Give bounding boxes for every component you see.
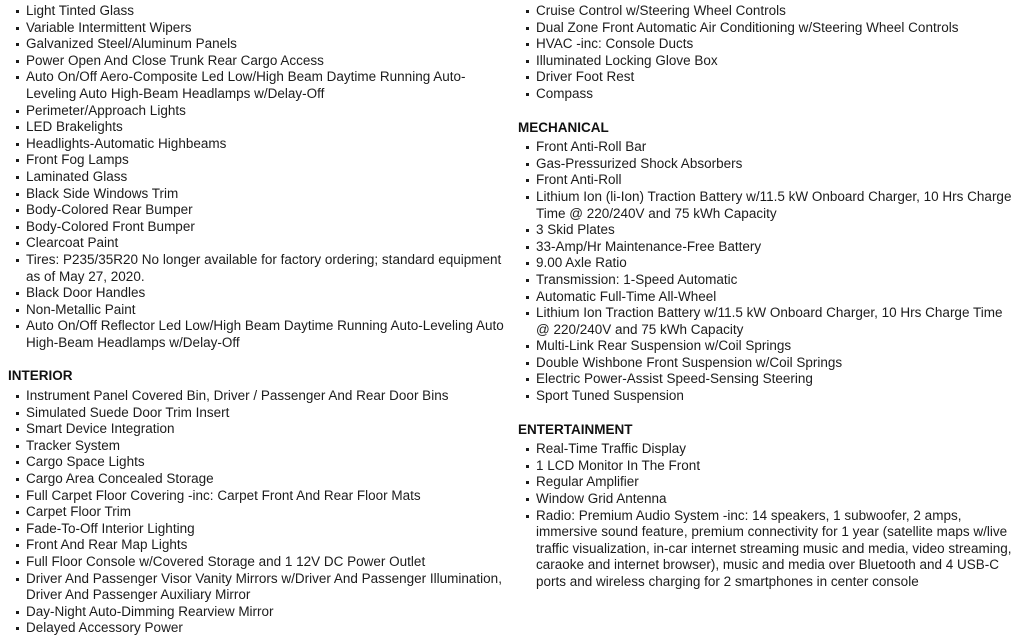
feature-item: Black Door Handles	[8, 285, 506, 302]
feature-item: Automatic Full-Time All-Wheel	[518, 289, 1016, 306]
feature-item: Day-Night Auto-Dimming Rearview Mirror	[8, 604, 506, 621]
feature-item: Lithium Ion (li-Ion) Traction Battery w/11.5 kW Onboard Charger, 10 Hrs Charge Time @ 220/240V and 75 kWh Capacity	[518, 189, 1016, 222]
feature-item: Light Tinted Glass	[8, 3, 506, 20]
feature-item: Transmission: 1-Speed Automatic	[518, 272, 1016, 289]
feature-item: Simulated Suede Door Trim Insert	[8, 405, 506, 422]
feature-item: Front And Rear Map Lights	[8, 537, 506, 554]
section-heading: ENTERTAINMENT	[518, 421, 633, 437]
feature-item: Body-Colored Rear Bumper	[8, 202, 506, 219]
feature-item: Body-Colored Front Bumper	[8, 219, 506, 236]
feature-item: Instrument Panel Covered Bin, Driver / Passenger And Rear Door Bins	[8, 388, 506, 405]
feature-item: 3 Skid Plates	[518, 222, 1016, 239]
feature-item: LED Brakelights	[8, 119, 506, 136]
feature-item: Front Fog Lamps	[8, 152, 506, 169]
feature-item: Cargo Space Lights	[8, 454, 506, 471]
feature-item: Cargo Area Concealed Storage	[8, 471, 506, 488]
feature-list	[8, 3, 506, 351]
feature-item: Illuminated Locking Glove Box	[518, 53, 1016, 70]
feature-list	[518, 3, 1016, 103]
feature-item: Real-Time Traffic Display	[518, 441, 1016, 458]
feature-item: Full Floor Console w/Covered Storage and 1 12V DC Power Outlet	[8, 554, 506, 571]
feature-list	[518, 139, 1016, 405]
feature-item: Electric Power-Assist Speed-Sensing Steering	[518, 371, 1016, 388]
feature-item: Delayed Accessory Power	[8, 620, 506, 637]
feature-item: Driver Foot Rest	[518, 69, 1016, 86]
feature-item: HVAC -inc: Console Ducts	[518, 36, 1016, 53]
feature-item: Gas-Pressurized Shock Absorbers	[518, 156, 1016, 173]
feature-item: Window Grid Antenna	[518, 491, 1016, 508]
feature-item: Headlights-Automatic Highbeams	[8, 136, 506, 153]
feature-item: 9.00 Axle Ratio	[518, 255, 1016, 272]
feature-item: Laminated Glass	[8, 169, 506, 186]
feature-item: Tires: P235/35R20 No longer available for factory ordering; standard equipment as of May 27, 2020.	[8, 252, 506, 285]
features-column-left	[8, 3, 506, 637]
feature-item: Clearcoat Paint	[8, 235, 506, 252]
feature-item: Double Wishbone Front Suspension w/Coil Springs	[518, 355, 1016, 372]
feature-item: Non-Metallic Paint	[8, 302, 506, 319]
feature-item: Lithium Ion Traction Battery w/11.5 kW Onboard Charger, 10 Hrs Charge Time @ 220/240V and 75 kWh Capacity	[518, 305, 1016, 338]
feature-item: Front Anti-Roll	[518, 172, 1016, 189]
feature-item: Carpet Floor Trim	[8, 504, 506, 521]
feature-item: Driver And Passenger Visor Vanity Mirrors w/Driver And Passenger Illumination, Driver And Passenger Auxiliary Mirror	[8, 571, 506, 604]
feature-item: Black Side Windows Trim	[8, 186, 506, 203]
feature-item: 1 LCD Monitor In The Front	[518, 458, 1016, 475]
feature-item: Galvanized Steel/Aluminum Panels	[8, 36, 506, 53]
feature-item: Variable Intermittent Wipers	[8, 20, 506, 37]
feature-item: Full Carpet Floor Covering -inc: Carpet Front And Rear Floor Mats	[8, 488, 506, 505]
feature-item: Multi-Link Rear Suspension w/Coil Springs	[518, 338, 1016, 355]
section-heading: MECHANICAL	[518, 119, 609, 135]
feature-item: Power Open And Close Trunk Rear Cargo Access	[8, 53, 506, 70]
feature-item: Front Anti-Roll Bar	[518, 139, 1016, 156]
feature-item: Perimeter/Approach Lights	[8, 103, 506, 120]
features-column-right	[518, 3, 1016, 637]
feature-item: Regular Amplifier	[518, 474, 1016, 491]
feature-item: Smart Device Integration	[8, 421, 506, 438]
feature-item: Cruise Control w/Steering Wheel Controls	[518, 3, 1016, 20]
feature-item: Dual Zone Front Automatic Air Conditioning w/Steering Wheel Controls	[518, 20, 1016, 37]
section-heading: INTERIOR	[8, 368, 73, 384]
feature-item: Sport Tuned Suspension	[518, 388, 1016, 405]
feature-list	[8, 388, 506, 637]
feature-item: Tracker System	[8, 438, 506, 455]
feature-item: Compass	[518, 86, 1016, 103]
feature-item: Fade-To-Off Interior Lighting	[8, 521, 506, 538]
feature-list	[518, 441, 1016, 590]
feature-item: Auto On/Off Aero-Composite Led Low/High Beam Daytime Running Auto-Leveling Auto High-Beam Headlamps w/Delay-Off	[8, 69, 506, 102]
feature-item: Auto On/Off Reflector Led Low/High Beam Daytime Running Auto-Leveling Auto High-Beam Headlamps w/Delay-Off	[8, 318, 506, 351]
feature-item: 33-Amp/Hr Maintenance-Free Battery	[518, 239, 1016, 256]
feature-item: Radio: Premium Audio System -inc: 14 speakers, 1 subwoofer, 2 amps, immersive sound feature, premium connectivity for 1 year (satellite maps w/live traffic visualization, in-car internet streaming music and media, video streaming, caraoke and internet browser), music and media over Bluetooth and 4 USB-C ports and wireless charging for 2 smartphones in center console	[518, 508, 1016, 591]
